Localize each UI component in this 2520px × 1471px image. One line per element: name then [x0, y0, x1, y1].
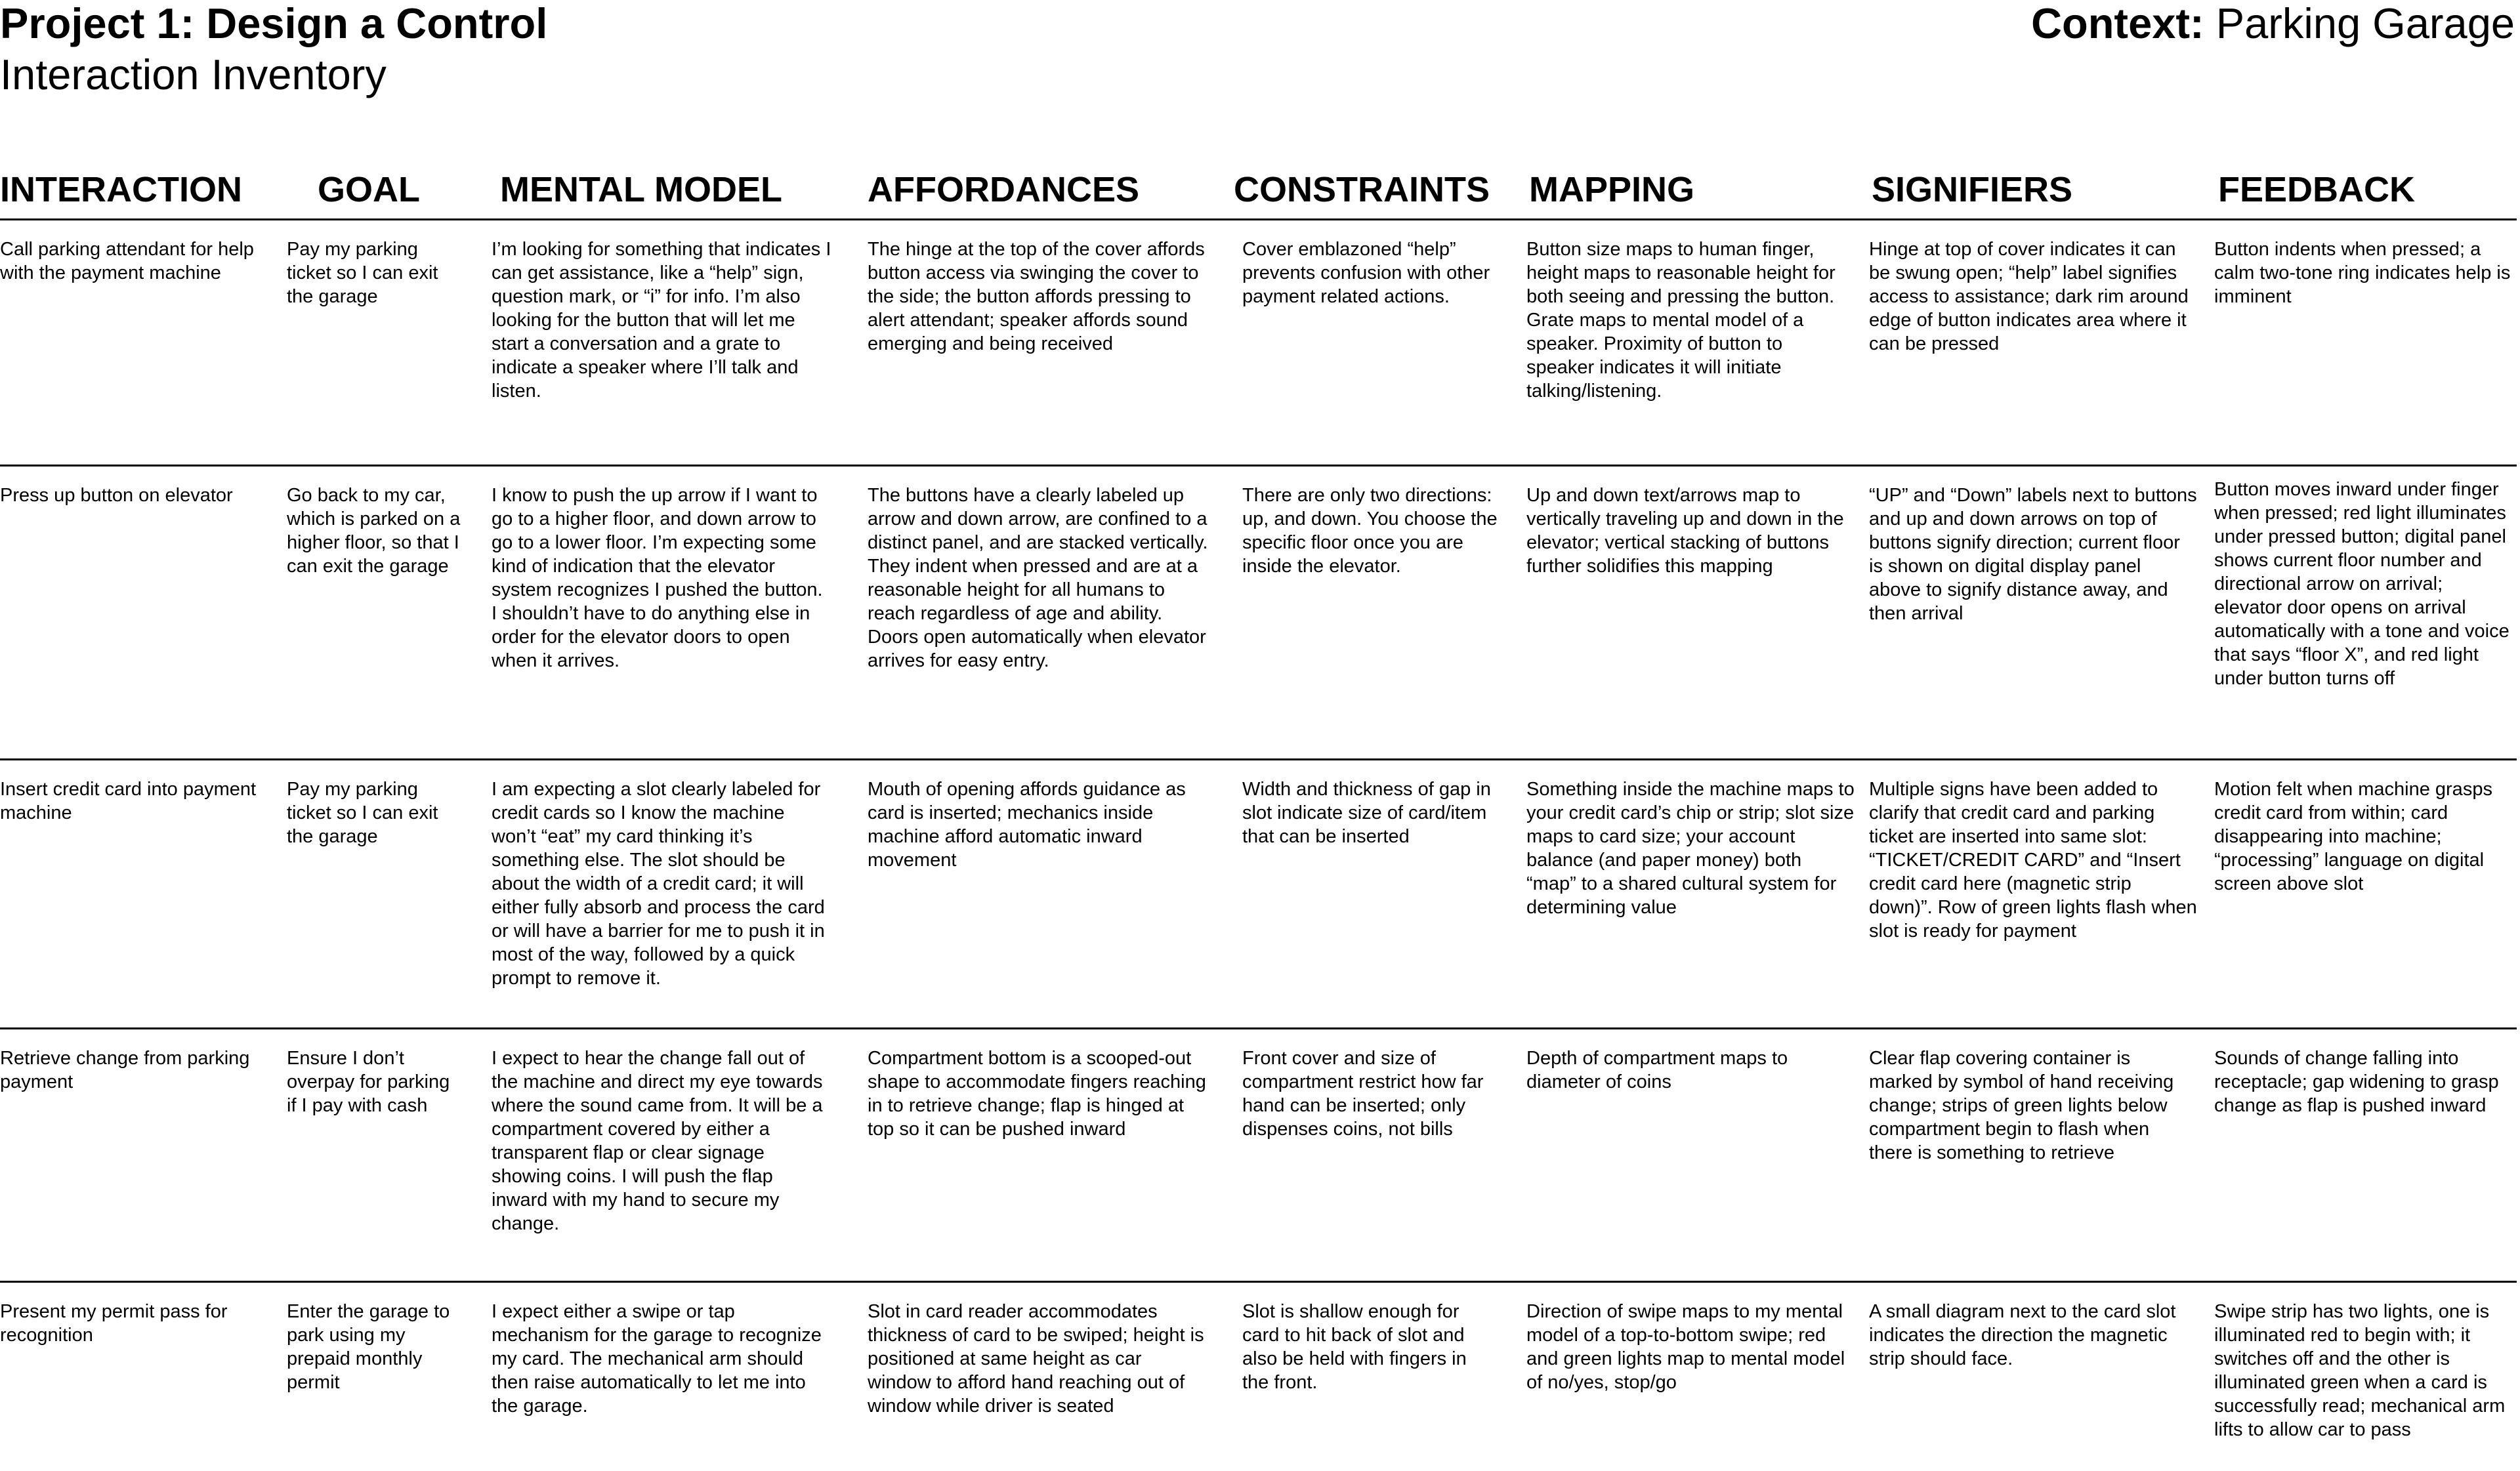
- row-divider: [0, 1281, 2517, 1283]
- cell-feedback: Button indents when pressed; a calm two-tone ring indicates help is imminent: [2214, 239, 2511, 307]
- cell-constraints: Front cover and size of compartment restrict how far hand can be inserted; only dispenses coins, not bills: [1242, 1048, 1484, 1140]
- cell-affordances: Compartment bottom is a scooped-out shape to accommodate fingers reaching in to retrieve change; flap is hinged at top so it can be pushed inward: [868, 1048, 1206, 1140]
- column-header-feedback: FEEDBACK: [2218, 170, 2416, 209]
- cell-goal: Go back to my car, which is parked on a higher floor, so that I can exit the garage: [287, 485, 461, 577]
- cell-mapping: Depth of compartment maps to diameter of coins: [1526, 1048, 1788, 1092]
- cell-mapping: Direction of swipe maps to my mental model of a top-to-bottom swipe; red and green lights map to mental model of no/yes, stop/go: [1526, 1301, 1845, 1393]
- cell-affordances: Slot in card reader accommodates thickness of card to be swiped; height is positioned at same height as car window to afford hand reaching out of window while driver is seated: [868, 1301, 1204, 1417]
- cell-mental-model: I know to push the up arrow if I want to go to a higher floor, and down arrow to go to a lower floor. I’m expecting some kind of indication that the elevator system recognizes I pushed the button. I shouldn’t have to do anything else in order for the elevator doors to open when it arrives.: [492, 485, 823, 671]
- cell-affordances: The hinge at the top of the cover affords button access via swinging the cover to the side; the button affords pressing to alert attendant; speaker affords sound emerging and being received: [868, 239, 1205, 354]
- cell-constraints: Width and thickness of gap in slot indicate size of card/item that can be inserted: [1242, 779, 1491, 847]
- cell-mental-model: I’m looking for something that indicates I can get assistance, like a “help” sign, question mark, or “i” for info. I’m also looking for the button that will let me start a conversation and a grate to indicate a speaker where I’ll talk and listen.: [492, 239, 831, 402]
- context-label: Context:: [2031, 0, 2204, 47]
- cell-affordances: Mouth of opening affords guidance as card is inserted; mechanics inside machine afford automatic inward movement: [868, 779, 1186, 871]
- cell-mental-model: I expect to hear the change fall out of the machine and direct my eye towards where the sound came from. It will be a compartment covered by either a transparent flap or clear signage showing coins. I will push the flap inward with my hand to secure my change.: [492, 1048, 823, 1234]
- cell-feedback: Motion felt when machine grasps credit card from within; card disappearing into machine; “processing” language on digital screen above slot: [2214, 779, 2492, 894]
- cell-goal: Ensure I don’t overpay for parking if I pay with cash: [287, 1048, 450, 1116]
- column-header-signifiers: SIGNIFIERS: [1872, 170, 2073, 209]
- cell-mapping: Button size maps to human finger, height maps to reasonable height for both seeing and pressing the button. Grate maps to mental model of a speaker. Proximity of button to speaker indicates it will initiate talking/listening.: [1526, 239, 1836, 402]
- context-heading: [2031, 0, 2515, 47]
- cell-feedback: Sounds of change falling into receptacle; gap widening to grasp change as flap is pushed inward: [2214, 1048, 2499, 1116]
- cell-signifiers: Multiple signs have been added to clarify that credit card and parking ticket are inserted into same slot: “TICKET/CREDIT CARD” and “Insert credit card here (magnetic strip down)”. Row of green lights flash when slot is ready for payment: [1869, 779, 2197, 942]
- cell-feedback: Swipe strip has two lights, one is illuminated red to begin with; it switches off and the other is illuminated green when a card is successfully read; mechanical arm lifts to allow car to pass: [2214, 1301, 2506, 1440]
- header-divider: [0, 218, 2517, 220]
- row-divider: [0, 1027, 2517, 1029]
- cell-mental-model: I am expecting a slot clearly labeled for credit cards so I know the machine won’t “eat” my card thinking it’s something else. The slot should be about the width of a credit card; it will either fully absorb and process the card or will have a barrier for me to push it in most of the way, followed by a quick prompt to remove it.: [492, 779, 825, 989]
- column-header-mapping: MAPPING: [1529, 170, 1695, 209]
- cell-constraints: Slot is shallow enough for card to hit back of slot and also be held with fingers in the front.: [1242, 1301, 1467, 1393]
- row-divider: [0, 465, 2517, 466]
- column-header-interaction: INTERACTION: [0, 170, 242, 209]
- cell-signifiers: A small diagram next to the card slot indicates the direction the magnetic strip should face.: [1869, 1301, 2176, 1369]
- cell-signifiers: Clear flap covering container is marked by symbol of hand receiving change; strips of green lights below compartment begin to flash when there is something to retrieve: [1869, 1048, 2174, 1163]
- cell-goal: Pay my parking ticket so I can exit the garage: [287, 239, 438, 307]
- column-header-affordances: AFFORDANCES: [868, 170, 1139, 209]
- column-header-goal: GOAL: [318, 170, 420, 209]
- cell-constraints: Cover emblazoned “help” prevents confusion with other payment related actions.: [1242, 239, 1490, 307]
- project-title: Project 1: Design a Control: [0, 0, 548, 47]
- cell-goal: Enter the garage to park using my prepaid monthly permit: [287, 1301, 450, 1393]
- column-header-constraints: CONSTRAINTS: [1234, 170, 1490, 209]
- column-header-mental-model: MENTAL MODEL: [500, 170, 782, 209]
- page-header: [0, 0, 2520, 131]
- context-value: Parking Garage: [2216, 0, 2515, 47]
- cell-mental-model: I expect either a swipe or tap mechanism for the garage to recognize my card. The mechanical arm should then raise automatically to let me into the garage.: [492, 1301, 822, 1417]
- page-subtitle: Interaction Inventory: [0, 51, 387, 98]
- cell-interaction: Retrieve change from parking payment: [0, 1048, 250, 1092]
- cell-interaction: Press up button on elevator: [0, 485, 233, 506]
- row-divider: [0, 758, 2517, 760]
- cell-signifiers: “UP” and “Down” labels next to buttons and up and down arrows on top of buttons signify direction; current floor is shown on digital display panel above to signify distance away, and then arrival: [1869, 485, 2197, 624]
- cell-mapping: Something inside the machine maps to your credit card’s chip or strip; slot size maps to card size; your account balance (and paper money) both “map” to a shared cultural system for determining value: [1526, 779, 1855, 918]
- cell-constraints: There are only two directions: up, and down. You choose the specific floor once you are inside the elevator.: [1242, 485, 1498, 577]
- cell-signifiers: Hinge at top of cover indicates it can be swung open; “help” label signifies access to assistance; dark rim around edge of button indicates area where it can be pressed: [1869, 239, 2189, 354]
- cell-feedback: Button moves inward under finger when pressed; red light illuminates under pressed button; digital panel shows current floor number and directional arrow on arrival; elevator door opens on arrival automatically with a tone and voice that says “floor X”, and red light under button turns off: [2214, 479, 2510, 689]
- cell-mapping: Up and down text/arrows map to vertically traveling up and down in the elevator; vertical stacking of buttons further solidifies this mapping: [1526, 485, 1844, 577]
- cell-interaction: Present my permit pass for recognition: [0, 1301, 228, 1346]
- cell-interaction: Call parking attendant for help with the payment machine: [0, 239, 254, 283]
- cell-interaction: Insert credit card into payment machine: [0, 779, 257, 823]
- cell-goal: Pay my parking ticket so I can exit the garage: [287, 779, 438, 847]
- cell-affordances: The buttons have a clearly labeled up arrow and down arrow, are confined to a distinct panel, and are stacked vertically. They indent when pressed and are at a reasonable height for all humans to reach regardless of age and ability. Doors open automatically when elevator arrives for easy entry.: [868, 485, 1208, 671]
